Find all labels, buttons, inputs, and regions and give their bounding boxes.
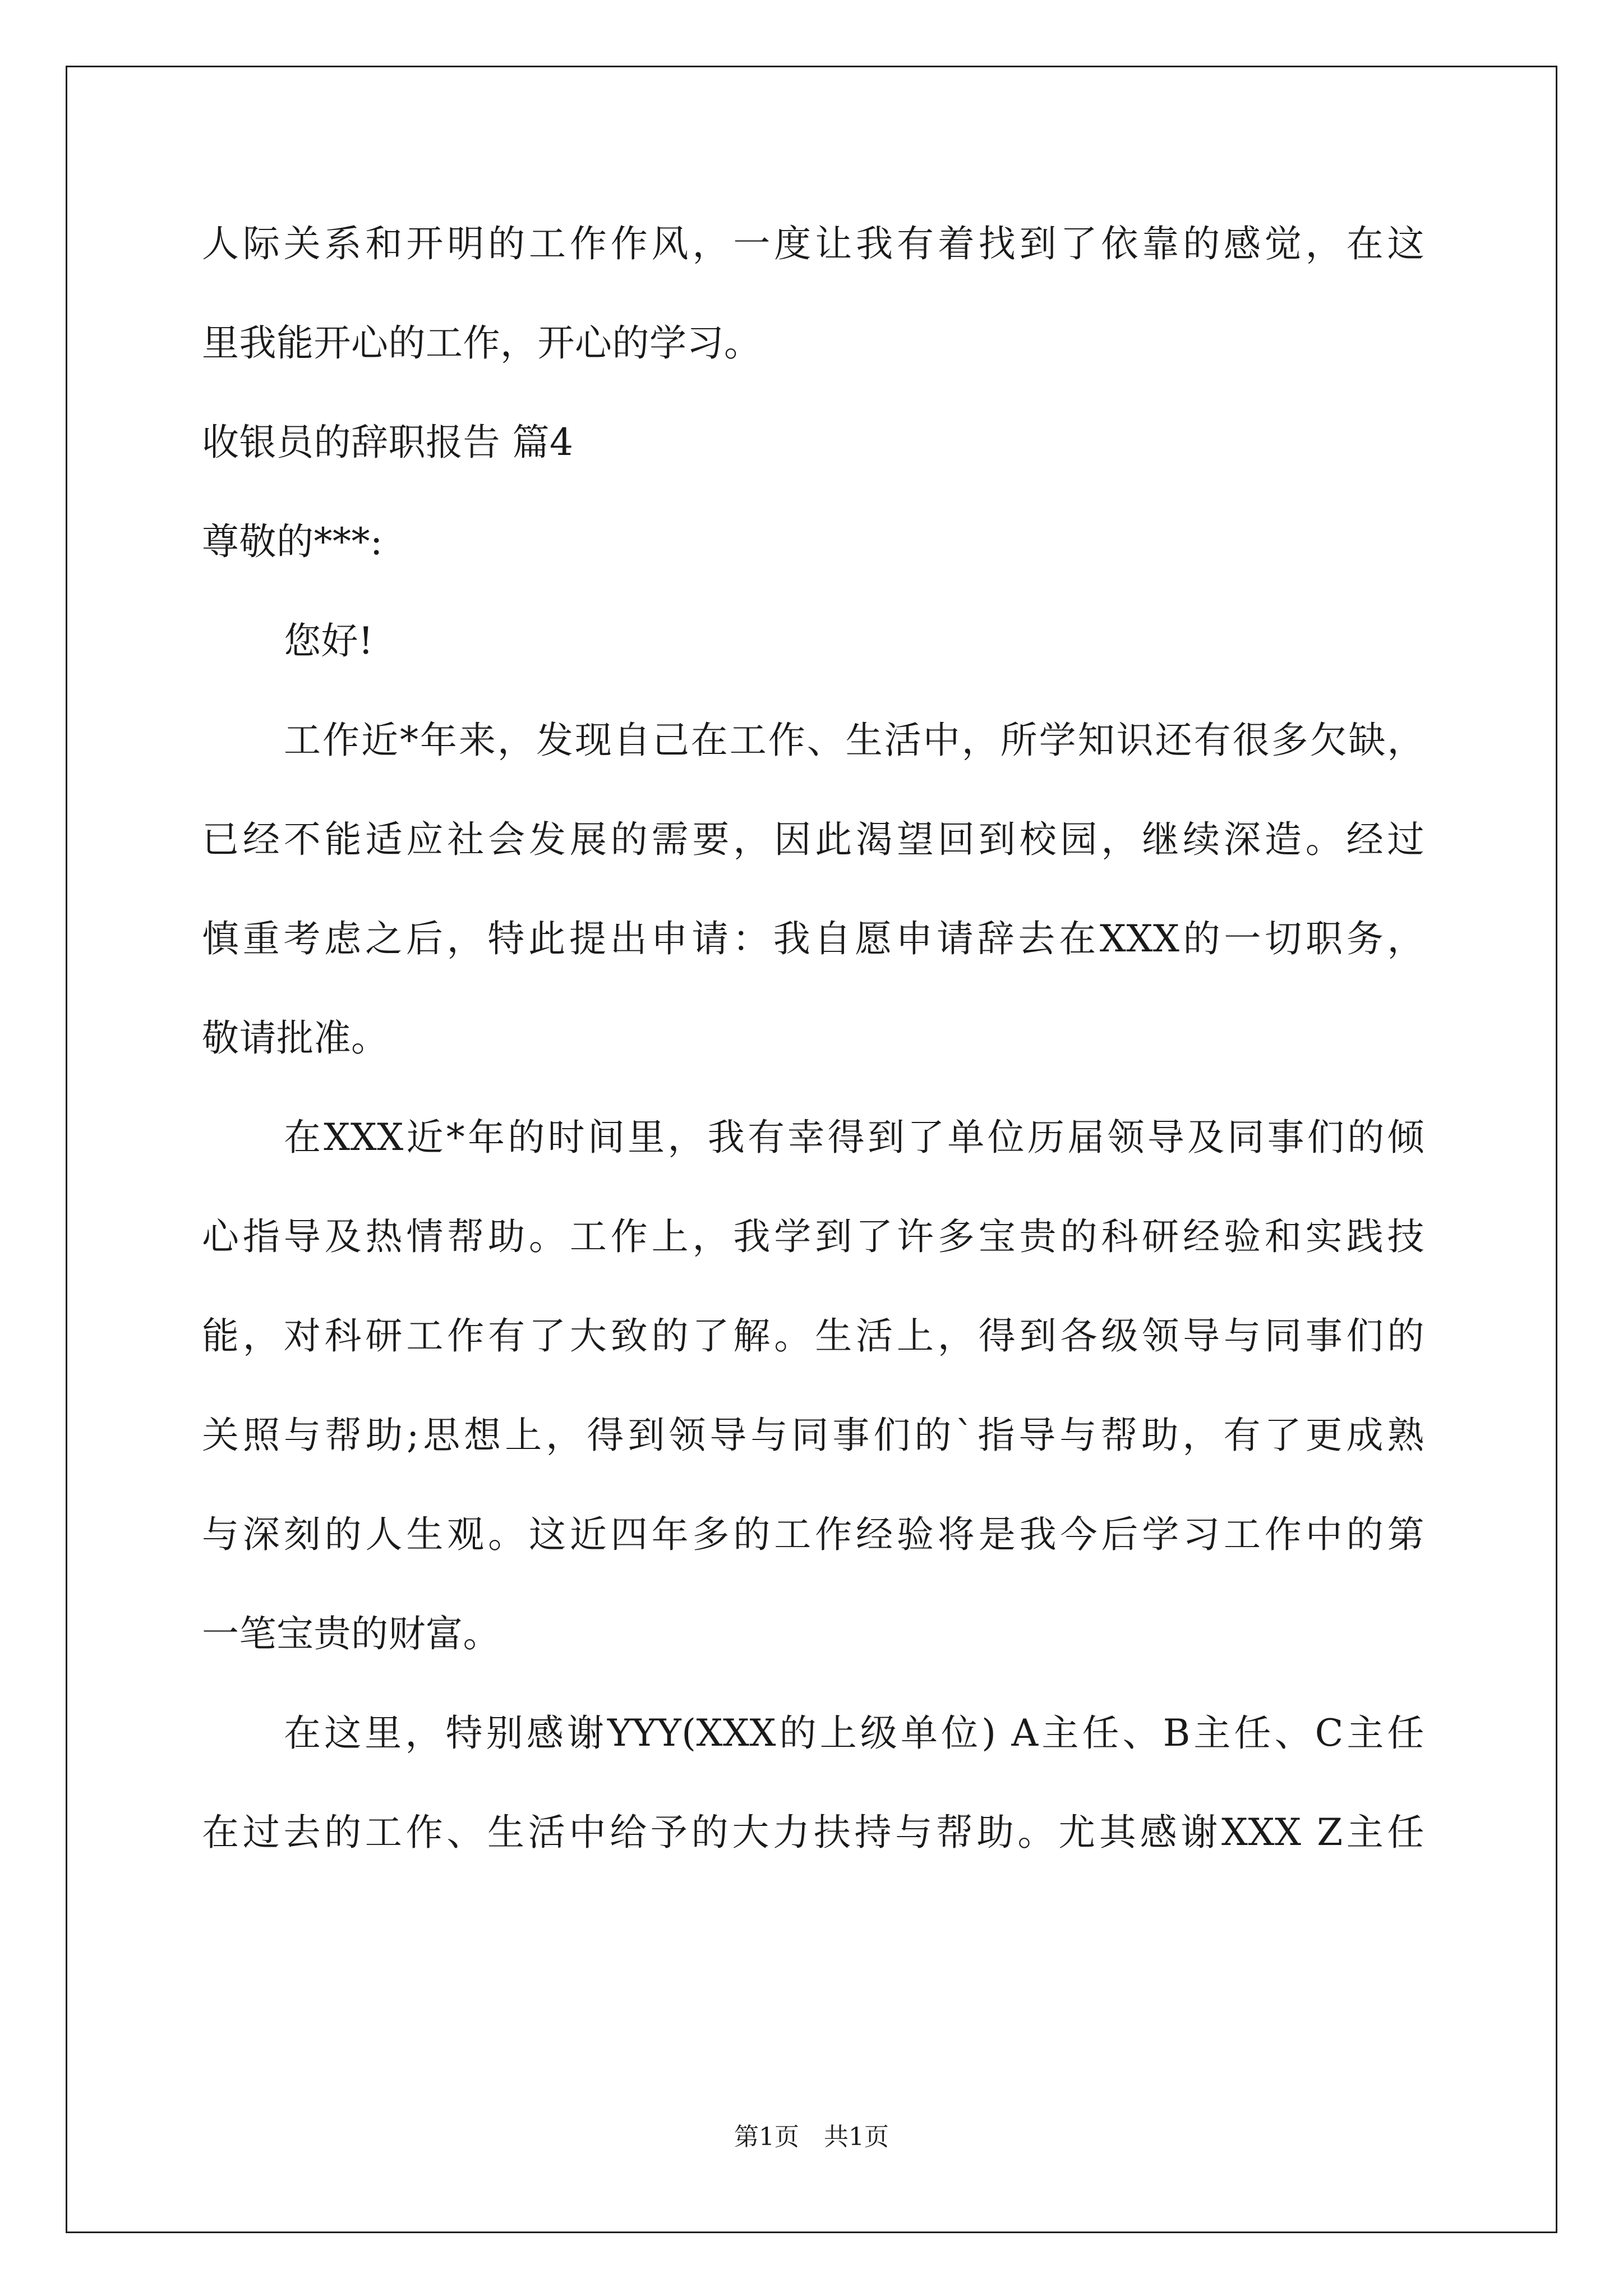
text-line: 关照与帮助;思想上，得到领导与同事们的`指导与帮助，有了更成熟: [202, 1414, 1424, 1457]
text-line: 在过去的工作、生活中给予的大力扶持与帮助。尤其感谢XXX Z主任: [202, 1811, 1424, 1854]
text-line: 能，对科研工作有了大致的了解。生活上，得到各级领导与同事们的: [202, 1314, 1424, 1358]
text-line: 在XXX近*年的时间里，我有幸得到了单位历届领导及同事们的倾: [284, 1116, 1424, 1159]
page-footer: 第1页 共1页: [734, 2123, 889, 2151]
text-line: 里我能开心的工作，开心的学习。: [202, 321, 762, 365]
text-line: 在这里，特别感谢YYY(XXX的上级单位) A主任、B主任、C主任: [284, 1711, 1424, 1755]
text-line: 与深刻的人生观。这近四年多的工作经验将是我今后学习工作中的第: [202, 1513, 1424, 1556]
text-line: 一笔宝贵的财富。: [202, 1612, 500, 1655]
text-line: 已经不能适应社会发展的需要，因此渴望回到校园，继续深造。经过: [202, 818, 1424, 861]
text-line: 慎重考虑之后，特此提出申请：我自愿申请辞去在XXX的一切职务，: [202, 917, 1424, 960]
section-heading: 收银员的辞职报告 篇4: [202, 421, 574, 464]
text-line: 心指导及热情帮助。工作上，我学到了许多宝贵的科研经验和实践技: [202, 1215, 1424, 1258]
salutation: 尊敬的***:: [202, 520, 383, 563]
text-line: 敬请批准。: [202, 1016, 389, 1060]
greeting: 您好!: [284, 619, 374, 662]
text-line: 人际关系和开明的工作作风，一度让我有着找到了依靠的感觉，在这: [202, 222, 1424, 265]
text-line: 工作近*年来，发现自己在工作、生活中，所学知识还有很多欠缺，: [284, 719, 1424, 762]
